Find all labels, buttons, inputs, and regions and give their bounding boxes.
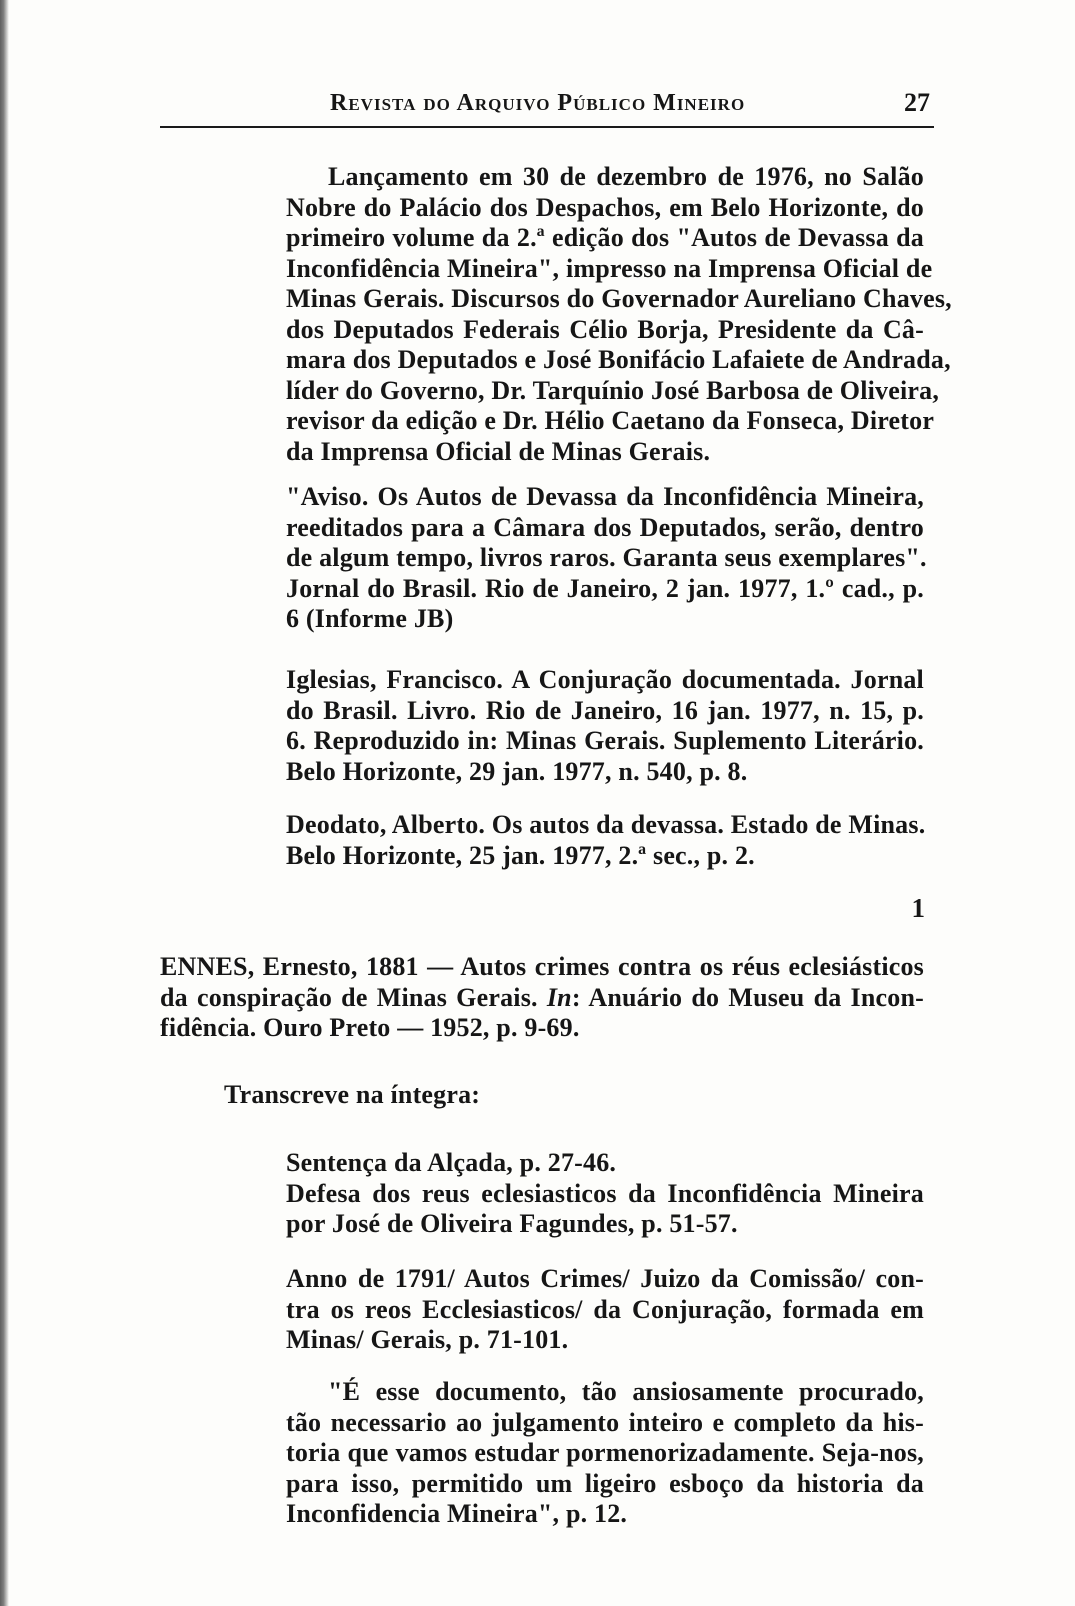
paragraph-aviso: [286, 482, 927, 635]
entry-number: 1: [911, 893, 925, 923]
page-number: 27: [904, 88, 930, 117]
text-line: tão necessario ao julgamento inteiro e completo da his-: [286, 1407, 924, 1437]
text-fragment: : Anuário do Museu da Incon-: [571, 982, 924, 1012]
text-line: por José de Oliveira Fagundes, p. 51-57.: [286, 1209, 738, 1238]
text-line: mara dos Deputados e José Bonifácio Lafaiete de Andrada,: [286, 345, 951, 374]
bibliographic-entry-ennes: [160, 952, 924, 1044]
text-line: Minas Gerais. Discursos do Governador Aureliano Chaves,: [286, 284, 952, 313]
paragraph-anno-1791: [286, 1264, 924, 1356]
text-line: de algum tempo, livros raros. Garanta seus exemplares".: [286, 543, 927, 572]
text-line: Nobre do Palácio dos Despachos, em Belo Horizonte, do: [286, 192, 924, 222]
text-line: Minas/ Gerais, p. 71-101.: [286, 1325, 569, 1354]
text-line: Inconfidência Mineira", impresso na Imprensa Oficial de: [286, 253, 933, 283]
running-header: [160, 88, 934, 128]
paragraph-deodato: [286, 810, 924, 871]
text-line: toria que vamos estudar pormenorizadamente. Seja-nos,: [286, 1438, 924, 1467]
paragraph-quotation: [286, 1377, 924, 1530]
text-line: fidência. Ouro Preto — 1952, p. 9-69.: [160, 1013, 580, 1042]
scan-edge-shadow: [0, 0, 9, 1606]
paragraph-launch-event: [286, 162, 952, 467]
text-line: "É esse documento, tão ansiosamente procurado,: [328, 1377, 924, 1406]
text-line: Belo Horizonte, 29 jan. 1977, n. 540, p. 8.: [286, 756, 748, 786]
text-line: [160, 983, 924, 1014]
text-line: ENNES, Ernesto, 1881 — Autos crimes contra os réus eclesiásticos: [160, 952, 924, 981]
text-line: Defesa dos reus eclesiasticos da Inconfidência Mineira: [286, 1178, 924, 1208]
text-line: líder do Governo, Dr. Tarquínio José Barbosa de Oliveira,: [286, 375, 940, 405]
text-line: Sentença da Alçada, p. 27-46.: [286, 1148, 617, 1177]
text-fragment: da conspiração de Minas Gerais.: [160, 982, 547, 1012]
text-line: Inconfidencia Mineira", p. 12.: [286, 1499, 628, 1528]
text-line: para isso, permitido um ligeiro esboço da historia da: [286, 1468, 924, 1498]
text-line: reeditados para a Câmara dos Deputados, serão, dentro: [286, 512, 924, 542]
text-line: primeiro volume da 2.ª edição dos "Autos de Devassa da: [286, 223, 924, 252]
text-line: 6 (Informe JB): [286, 604, 454, 633]
text-line: tra os reos Ecclesiasticos/ da Conjuração, formada em: [286, 1294, 924, 1324]
text-line: Jornal do Brasil. Rio de Janeiro, 2 jan. 1977, 1.º cad., p.: [286, 573, 924, 603]
text-line: "Aviso. Os Autos de Devassa da Inconfidência Mineira,: [286, 482, 924, 511]
paragraph-transcreve: [224, 1080, 724, 1111]
text-line: Transcreve na íntegra:: [224, 1080, 481, 1109]
text-line: 6. Reproduzido in: Minas Gerais. Suplemento Literário.: [286, 726, 924, 755]
text-line: Deodato, Alberto. Os autos da devassa. Estado de Minas.: [286, 810, 926, 839]
text-line: Lançamento em 30 de dezembro de 1976, no Salão: [328, 162, 924, 191]
text-line: Iglesias, Francisco. A Conjuração documentada. Jornal: [286, 665, 924, 694]
journal-title: Revista do Arquivo Público Mineiro: [330, 90, 746, 116]
text-line: do Brasil. Livro. Rio de Janeiro, 16 jan. 1977, n. 15, p.: [286, 695, 924, 725]
text-line: da Imprensa Oficial de Minas Gerais.: [286, 436, 711, 466]
text-line: dos Deputados Federais Célio Borja, Presidente da Câ-: [286, 314, 924, 344]
text-line: Anno de 1791/ Autos Crimes/ Juizo da Comissão/ con-: [286, 1264, 924, 1293]
italic-in: In: [546, 982, 572, 1012]
paragraph-sentenca: [286, 1148, 924, 1240]
text-line: revisor da edição e Dr. Hélio Caetano da Fonseca, Diretor: [286, 406, 935, 435]
text-line: Belo Horizonte, 25 jan. 1977, 2.ª sec., p. 2.: [286, 840, 755, 870]
paragraph-iglesias: [286, 665, 924, 787]
